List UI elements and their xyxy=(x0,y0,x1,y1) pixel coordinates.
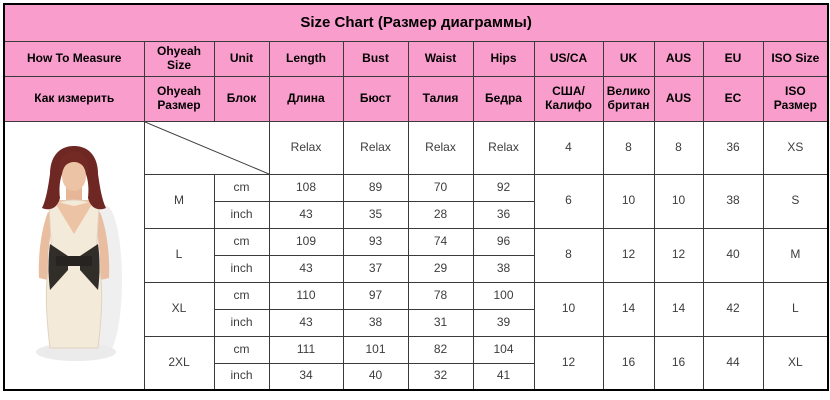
m-inch-bust: 35 xyxy=(343,201,408,228)
unit-cm-label: cm xyxy=(214,174,269,201)
l-inch-waist: 29 xyxy=(408,255,473,282)
header-ru-unit: Блок xyxy=(214,76,269,121)
size-label-m: M xyxy=(144,174,214,228)
model-photo xyxy=(8,140,140,382)
xl-cm-hips: 100 xyxy=(473,282,534,309)
l-cm-bust: 93 xyxy=(343,228,408,255)
relax-length-cell: Relax xyxy=(269,121,343,174)
m-inch-length: 43 xyxy=(269,201,343,228)
header-ru-bust: Бюст xyxy=(343,76,408,121)
l-us-ca: 8 xyxy=(534,228,603,282)
m-inch-hips: 36 xyxy=(473,201,534,228)
relax-eu-cell: 36 xyxy=(703,121,763,174)
size-label-l: L xyxy=(144,228,214,282)
unit-inch-label: inch xyxy=(214,363,269,390)
2xl-cm-length: 111 xyxy=(269,336,343,363)
xl-inch-hips: 39 xyxy=(473,309,534,336)
2xl-inch-waist: 32 xyxy=(408,363,473,390)
header-ru-hips: Бедра xyxy=(473,76,534,121)
header-ru-eu: EC xyxy=(703,76,763,121)
size-label-xl: XL xyxy=(144,282,214,336)
header-ru-how-to-measure: Как измерить xyxy=(4,76,144,121)
header-unit: Unit xyxy=(214,41,269,76)
header-aus: AUS xyxy=(654,41,703,76)
header-length: Length xyxy=(269,41,343,76)
m-us-ca: 6 xyxy=(534,174,603,228)
m-uk: 10 xyxy=(603,174,654,228)
l-cm-length: 109 xyxy=(269,228,343,255)
header-ru-aus: AUS xyxy=(654,76,703,121)
model-photo-cell xyxy=(4,121,144,390)
2xl-cm-hips: 104 xyxy=(473,336,534,363)
m-eu: 38 xyxy=(703,174,763,228)
unit-cm-label: cm xyxy=(214,282,269,309)
header-ohyeah-size: Ohyeah Size xyxy=(144,41,214,76)
size-chart-table xyxy=(3,3,829,391)
xl-cm-waist: 78 xyxy=(408,282,473,309)
2xl-cm-waist: 82 xyxy=(408,336,473,363)
diagonal-line xyxy=(145,122,269,174)
2xl-inch-length: 34 xyxy=(269,363,343,390)
2xl-iso: XL xyxy=(763,336,828,390)
xl-us-ca: 10 xyxy=(534,282,603,336)
l-iso: M xyxy=(763,228,828,282)
relax-uk-cell: 8 xyxy=(603,121,654,174)
m-inch-waist: 28 xyxy=(408,201,473,228)
l-aus: 12 xyxy=(654,228,703,282)
xl-aus: 14 xyxy=(654,282,703,336)
header-ru-waist: Талия xyxy=(408,76,473,121)
header-how-to-measure: How To Measure xyxy=(4,41,144,76)
unit-inch-label: inch xyxy=(214,255,269,282)
m-cm-length: 108 xyxy=(269,174,343,201)
m-cm-hips: 92 xyxy=(473,174,534,201)
header-ru-uk: Велико британ xyxy=(603,76,654,121)
xl-iso: L xyxy=(763,282,828,336)
2xl-inch-bust: 40 xyxy=(343,363,408,390)
unit-cm-label: cm xyxy=(214,336,269,363)
xl-cm-bust: 97 xyxy=(343,282,408,309)
row-relax xyxy=(4,121,828,174)
header-ru-iso-size: ISO Размер xyxy=(763,76,828,121)
l-cm-hips: 96 xyxy=(473,228,534,255)
diagonal-cell xyxy=(144,121,269,174)
header-hips: Hips xyxy=(473,41,534,76)
xl-inch-length: 43 xyxy=(269,309,343,336)
xl-inch-waist: 31 xyxy=(408,309,473,336)
xl-inch-bust: 38 xyxy=(343,309,408,336)
2xl-uk: 16 xyxy=(603,336,654,390)
unit-inch-label: inch xyxy=(214,309,269,336)
header-waist: Waist xyxy=(408,41,473,76)
title-row xyxy=(4,4,828,41)
header-us-ca: US/CA xyxy=(534,41,603,76)
xl-uk: 14 xyxy=(603,282,654,336)
header-eu: EU xyxy=(703,41,763,76)
m-cm-bust: 89 xyxy=(343,174,408,201)
relax-bust-cell: Relax xyxy=(343,121,408,174)
relax-hips-cell: Relax xyxy=(473,121,534,174)
header-ru-ohyeah-size: Ohyeah Размер xyxy=(144,76,214,121)
relax-iso-cell: XS xyxy=(763,121,828,174)
2xl-inch-hips: 41 xyxy=(473,363,534,390)
m-iso: S xyxy=(763,174,828,228)
header-uk: UK xyxy=(603,41,654,76)
relax-us-ca-cell: 4 xyxy=(534,121,603,174)
2xl-eu: 44 xyxy=(703,336,763,390)
relax-waist-cell: Relax xyxy=(408,121,473,174)
m-cm-waist: 70 xyxy=(408,174,473,201)
l-inch-bust: 37 xyxy=(343,255,408,282)
header-ru-length: Длина xyxy=(269,76,343,121)
xl-eu: 42 xyxy=(703,282,763,336)
l-inch-hips: 38 xyxy=(473,255,534,282)
size-label-2xl: 2XL xyxy=(144,336,214,390)
header-ru-us-ca: США/ Калифо xyxy=(534,76,603,121)
xl-cm-length: 110 xyxy=(269,282,343,309)
m-aus: 10 xyxy=(654,174,703,228)
l-uk: 12 xyxy=(603,228,654,282)
header-row-ru xyxy=(4,76,828,121)
unit-cm-label: cm xyxy=(214,228,269,255)
2xl-us-ca: 12 xyxy=(534,336,603,390)
l-eu: 40 xyxy=(703,228,763,282)
header-iso-size: ISO Size xyxy=(763,41,828,76)
l-cm-waist: 74 xyxy=(408,228,473,255)
l-inch-length: 43 xyxy=(269,255,343,282)
2xl-cm-bust: 101 xyxy=(343,336,408,363)
chart-title: Size Chart (Размер диаграммы) xyxy=(4,4,828,41)
2xl-aus: 16 xyxy=(654,336,703,390)
header-bust: Bust xyxy=(343,41,408,76)
relax-aus-cell: 8 xyxy=(654,121,703,174)
unit-inch-label: inch xyxy=(214,201,269,228)
header-row-en xyxy=(4,41,828,76)
